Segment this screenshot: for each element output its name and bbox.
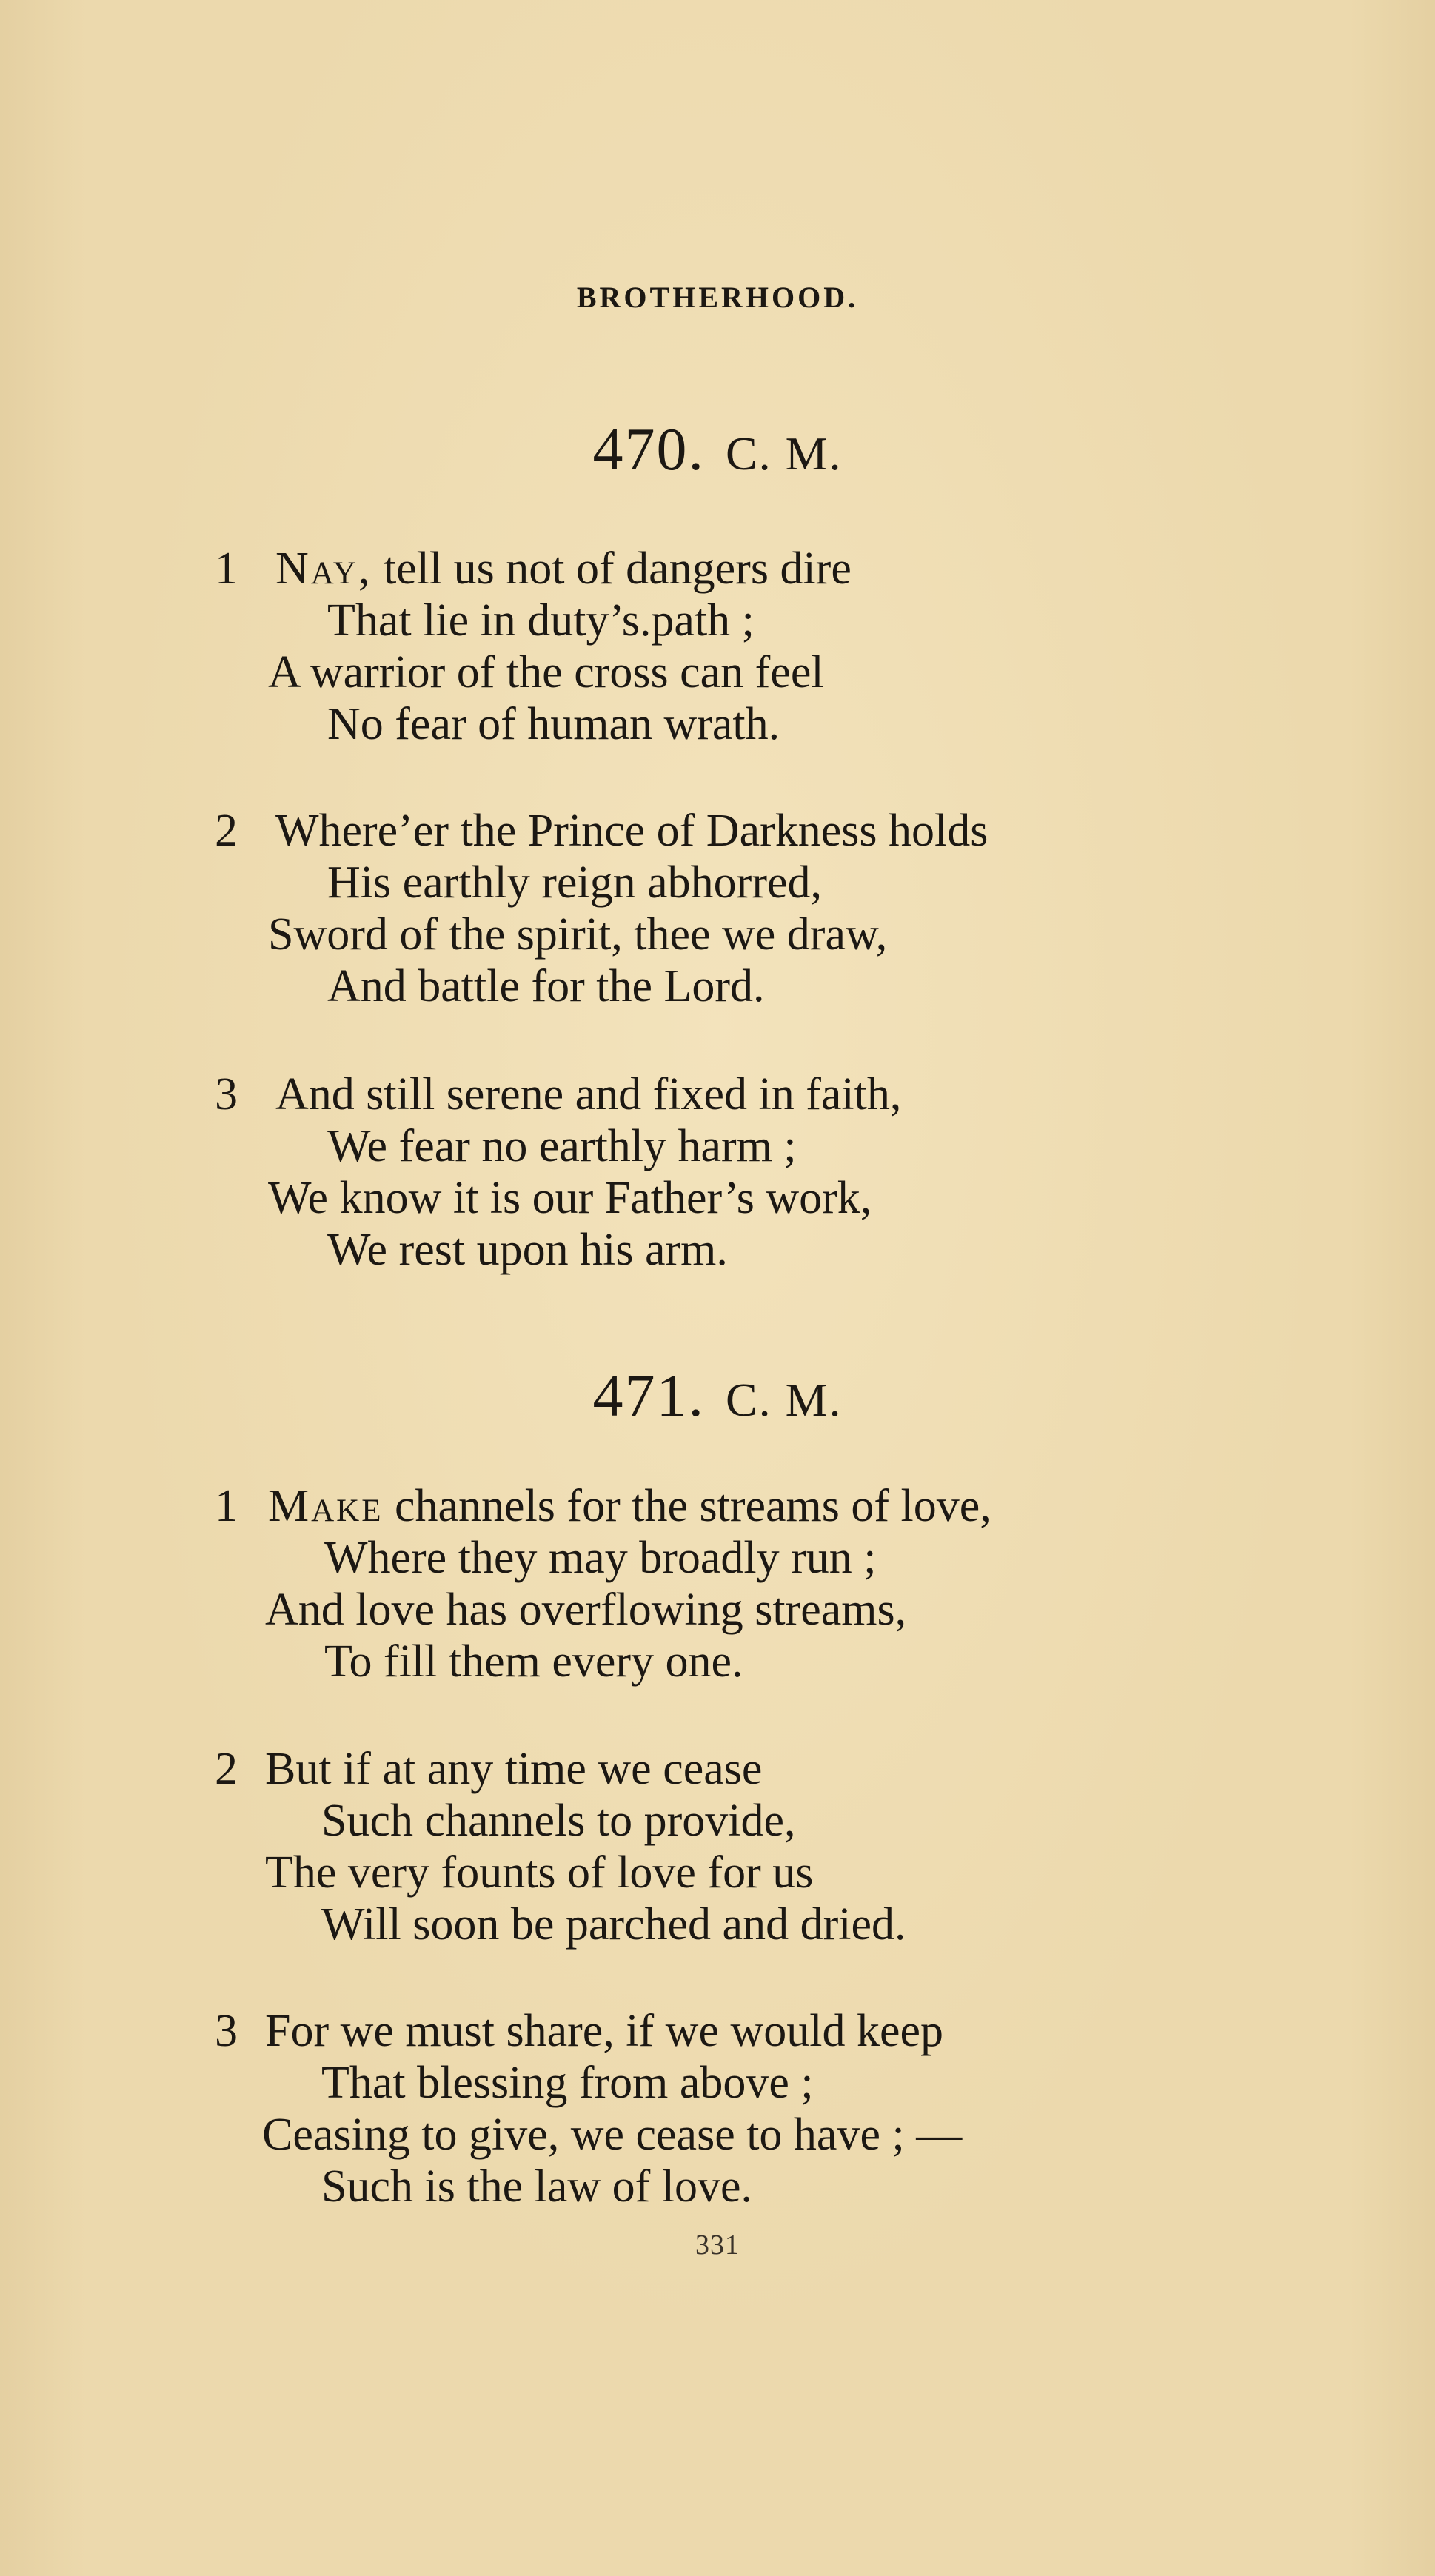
hymn-heading-470: [0, 415, 1435, 484]
stanza-line: Such channels to provide,: [321, 1796, 796, 1846]
stanza-line: And love has overflowing streams,: [265, 1585, 907, 1635]
stanza-line: His earthly reign abhorred,: [327, 857, 822, 908]
stanza-line: And still serene and fixed in faith,: [275, 1069, 902, 1120]
stanza-number: 3: [215, 2006, 238, 2056]
stanza-line: The very founts of love for us: [265, 1847, 814, 1898]
stanza-number: 2: [215, 1744, 238, 1794]
first-line-rest: channels for the streams of love,: [383, 1481, 991, 1531]
stanza-line: We know it is our Father’s work,: [268, 1173, 872, 1223]
stanza-line: That lie in duty’s.path ;: [327, 595, 755, 646]
stanza-line: [268, 1480, 991, 1532]
hymn-meter: C. M.: [725, 1374, 843, 1426]
hymn-heading-471: [0, 1361, 1435, 1431]
running-head: BROTHERHOOD.: [576, 281, 859, 314]
stanza-line: Where they may broadly run ;: [324, 1533, 877, 1583]
stanza-line: A warrior of the cross can feel: [268, 647, 824, 697]
stanza-number: 3: [215, 1069, 238, 1120]
small-caps-first-word: Make: [268, 1481, 384, 1531]
page-number: 331: [695, 2229, 740, 2261]
stanza-line: But if at any time we cease: [265, 1744, 763, 1794]
stanza-line: To fill them every one.: [324, 1636, 743, 1687]
stanza-line: No fear of human wrath.: [327, 699, 780, 749]
stanza-line: [275, 543, 852, 595]
stanza-line: Ceasing to give, we cease to have ; —: [262, 2110, 963, 2160]
stanza-line: That blessing from above ;: [321, 2058, 814, 2108]
stanza-line: Such is the law of love.: [321, 2161, 753, 2212]
stanza-line: Where’er the Prince of Darkness holds: [275, 806, 989, 856]
stanza-number: 2: [215, 806, 238, 856]
stanza-number: 1: [215, 543, 238, 594]
stanza-line: We rest upon his arm.: [327, 1225, 728, 1275]
first-line-rest: tell us not of dangers dire: [372, 543, 852, 594]
stanza-line: And battle for the Lord.: [327, 961, 765, 1011]
hymn-meter: C. M.: [725, 427, 843, 480]
hymn-number: 470.: [592, 415, 705, 483]
small-caps-first-word: Nay,: [275, 543, 372, 594]
hymn-number: 471.: [592, 1362, 705, 1429]
stanza-line: For we must share, if we would keep: [265, 2006, 944, 2056]
stanza-number: 1: [215, 1481, 238, 1531]
stanza-line: Sword of the spirit, thee we draw,: [268, 909, 888, 960]
stanza-line: We fear no earthly harm ;: [327, 1121, 797, 1171]
stanza-line: Will soon be parched and dried.: [321, 1899, 906, 1950]
